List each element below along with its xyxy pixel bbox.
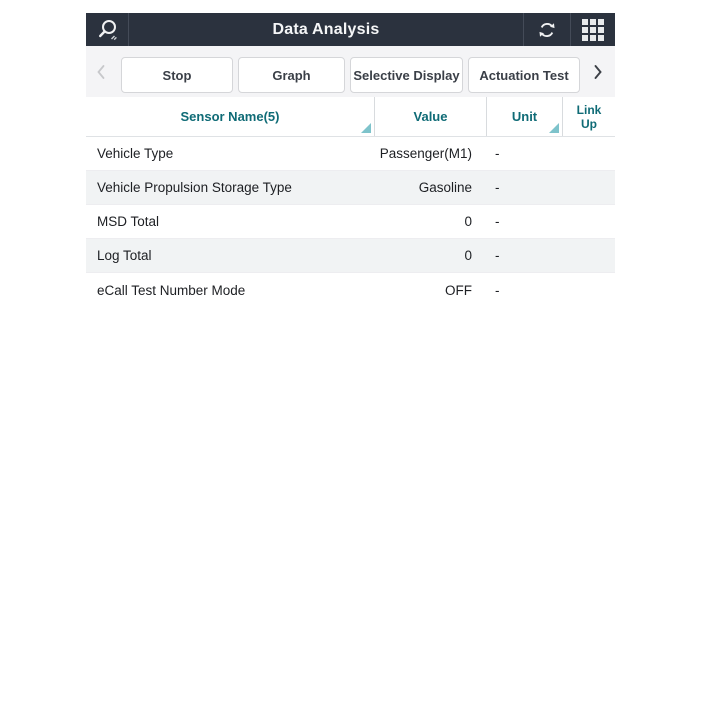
search-button[interactable] bbox=[86, 13, 129, 46]
column-header-sensor-name[interactable] bbox=[86, 97, 375, 136]
apps-menu-button[interactable] bbox=[570, 13, 615, 46]
table-row[interactable] bbox=[86, 205, 615, 239]
sensor-unit-cell: - bbox=[495, 180, 500, 195]
page-title: Data Analysis bbox=[272, 20, 380, 38]
refresh-button[interactable] bbox=[523, 13, 570, 46]
refresh-icon bbox=[536, 19, 558, 41]
column-header-label: Unit bbox=[511, 109, 538, 124]
apps-grid-icon bbox=[582, 19, 604, 41]
column-header-label: Sensor Name(5) bbox=[180, 109, 280, 124]
sensor-unit-cell: - bbox=[495, 214, 500, 229]
prev-page-button[interactable] bbox=[90, 63, 112, 81]
sensor-name-cell: MSD Total bbox=[97, 214, 160, 229]
sensor-table-body bbox=[86, 137, 615, 307]
data-analysis-app bbox=[86, 13, 615, 307]
sensor-name-cell: Vehicle Type bbox=[97, 146, 174, 161]
column-header-label: Link Up bbox=[576, 102, 602, 131]
chevron-right-icon bbox=[591, 63, 605, 81]
sensor-unit-cell: - bbox=[495, 248, 500, 263]
sensor-value-cell: 0 bbox=[464, 214, 472, 229]
column-resize-handle-icon[interactable] bbox=[549, 123, 559, 133]
column-header-unit[interactable] bbox=[487, 97, 563, 136]
actuation-test-button[interactable]: Actuation Test bbox=[468, 57, 580, 93]
chevron-left-icon bbox=[94, 63, 108, 81]
column-resize-handle-icon[interactable] bbox=[361, 123, 371, 133]
sensor-value-cell: 0 bbox=[464, 248, 472, 263]
sensor-name-cell: eCall Test Number Mode bbox=[97, 282, 246, 298]
column-header-link-up[interactable] bbox=[563, 97, 615, 136]
selective-display-button[interactable]: Selective Display bbox=[350, 57, 463, 93]
sensor-value-cell: Gasoline bbox=[418, 180, 472, 195]
table-row[interactable] bbox=[86, 171, 615, 205]
column-header-value[interactable] bbox=[375, 97, 487, 136]
sensor-unit-cell: - bbox=[495, 282, 500, 298]
sensor-name-cell: Log Total bbox=[97, 248, 152, 263]
next-page-button[interactable] bbox=[587, 63, 609, 81]
table-row[interactable] bbox=[86, 137, 615, 171]
sensor-value-cell: Passenger(M1) bbox=[379, 146, 472, 161]
search-zoom-icon bbox=[94, 17, 120, 43]
sensor-name-cell: Vehicle Propulsion Storage Type bbox=[97, 180, 292, 195]
stop-button[interactable]: Stop bbox=[121, 57, 233, 93]
column-header-label: Value bbox=[413, 109, 448, 124]
title-bar bbox=[86, 13, 615, 46]
sensor-unit-cell: - bbox=[495, 146, 500, 161]
function-toolbar bbox=[86, 46, 615, 97]
table-header bbox=[86, 97, 615, 137]
table-row[interactable] bbox=[86, 239, 615, 273]
toolbar-buttons bbox=[121, 50, 580, 93]
sensor-value-cell: OFF bbox=[445, 282, 472, 298]
table-row[interactable] bbox=[86, 273, 615, 307]
graph-button[interactable]: Graph bbox=[238, 57, 345, 93]
